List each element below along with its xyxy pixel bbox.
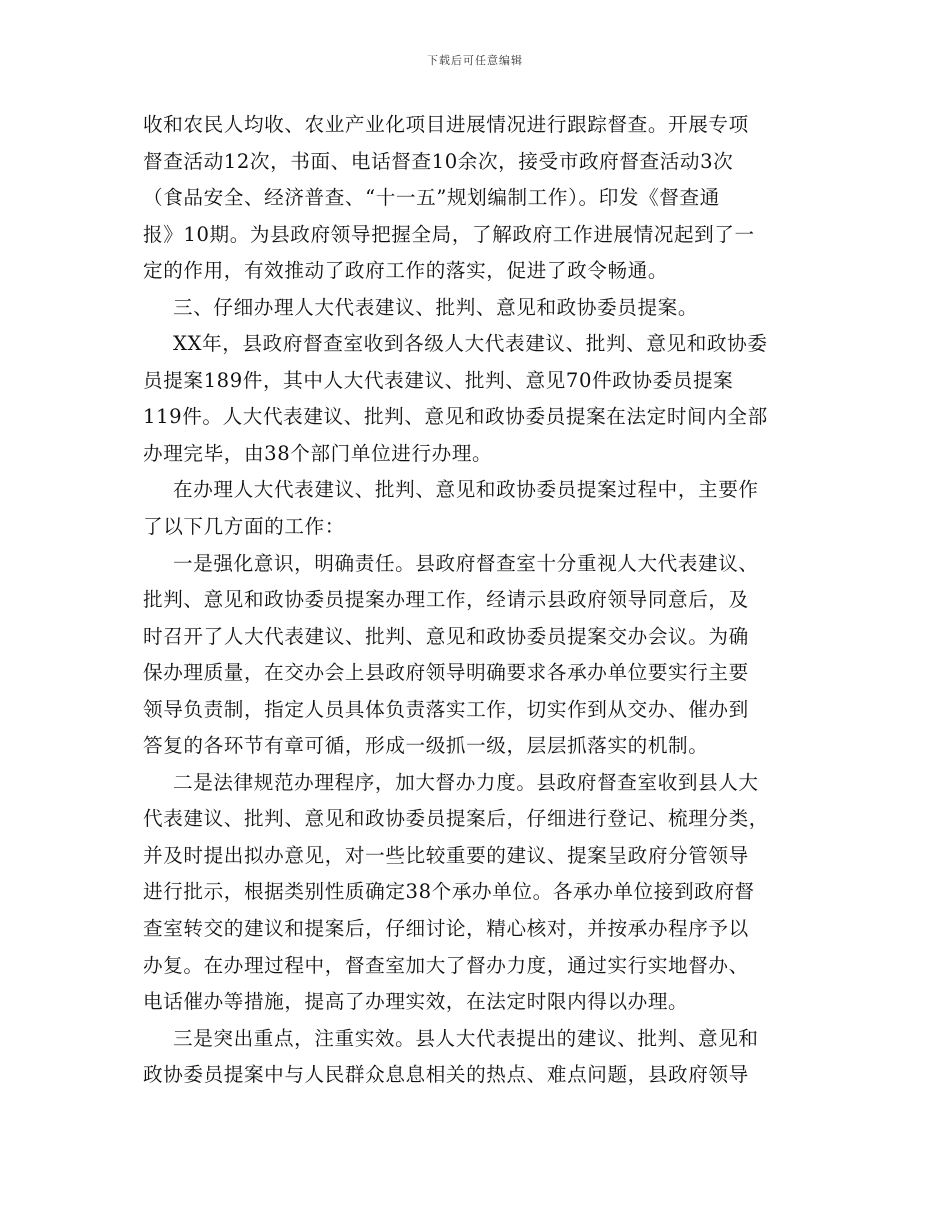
text-line: 了以下几方面的工作： (143, 515, 345, 539)
text-line: 保办理质量，在交办会上县政府领导明确要求各承办单位要实行主要 (143, 661, 749, 685)
text-line: 收和农民人均收、农业产业化项目进展情况进行跟踪督查。开展专项 (143, 113, 749, 136)
text-line: 三、仔细办理人大代表建议、批判、意见和政协委员提案。 (173, 295, 699, 319)
text-line: 时召开了人大代表建议、批判、意见和政协委员提案交办会议。为确 (143, 624, 749, 648)
document-body (143, 107, 807, 1094)
text-line: 办复。在办理过程中，督查室加大了督办力度，通过实行实地督办、 (143, 953, 749, 977)
text-line: 119件。人大代表建议、批判、意见和政协委员提案在法定时间内全部 (143, 405, 768, 429)
text-line: 批判、意见和政协委员提案办理工作，经请示县政府领导同意后，及 (143, 588, 749, 612)
text-line: 并及时提出拟办意见，对一些比较重要的建议、提案呈政府分管领导 (143, 843, 749, 867)
text-line: 三是突出重点，注重实效。县人大代表提出的建议、批判、意见和 (173, 1026, 759, 1050)
page-header: 下载后可任意编辑 (427, 54, 523, 67)
text-line: 进行批示，根据类别性质确定38个承办单位。各承办单位接到政府督 (143, 880, 755, 904)
text-line: 查室转交的建议和提案后，仔细讨论，精心核对，并按承办程序予以 (143, 917, 749, 941)
text-line: 答复的各环节有章可循，形成一级抓一级，层层抓落实的机制。 (143, 734, 709, 758)
text-line: 二是法律规范办理程序，加大督办力度。县政府督查室收到县人大 (173, 770, 759, 794)
text-line: （食品安全、经济普查、“十一五”规划编制工作）。印发《督查通 (143, 186, 720, 210)
text-line: 报》10期。为县政府领导把握全局，了解政府工作进展情况起到了一 (143, 222, 755, 246)
text-line: 办理完毕，由38个部门单位进行办理。 (143, 441, 493, 465)
text-line: 电话催办等措施，提高了办理实效，在法定时限内得以办理。 (143, 990, 689, 1014)
text-line: 领导负责制，指定人员具体负责落实工作，切实作到从交办、催办到 (143, 697, 749, 721)
text-line: 定的作用，有效推动了政府工作的落实，促进了政令畅通。 (143, 259, 669, 283)
text-line: 政协委员提案中与人民群众息息相关的热点、难点问题，县政府领导 (143, 1063, 749, 1087)
text-line: 在办理人大代表建议、批判、意见和政协委员提案过程中，主要作 (173, 478, 759, 502)
text-line: 一是强化意识，明确责任。县政府督查室十分重视人大代表建议、 (173, 551, 759, 575)
text-line: 代表建议、批判、意见和政协委员提案后，仔细进行登记、梳理分类， (143, 807, 770, 831)
text-line: XX年，县政府督查室收到各级人大代表建议、批判、意见和政协委 (173, 332, 768, 356)
text-line: 督查活动12次，书面、电话督查10余次，接受市政府督查活动3次 (143, 149, 734, 173)
text-line: 员提案189件，其中人大代表建议、批判、意见70件政协委员提案 (143, 368, 734, 392)
